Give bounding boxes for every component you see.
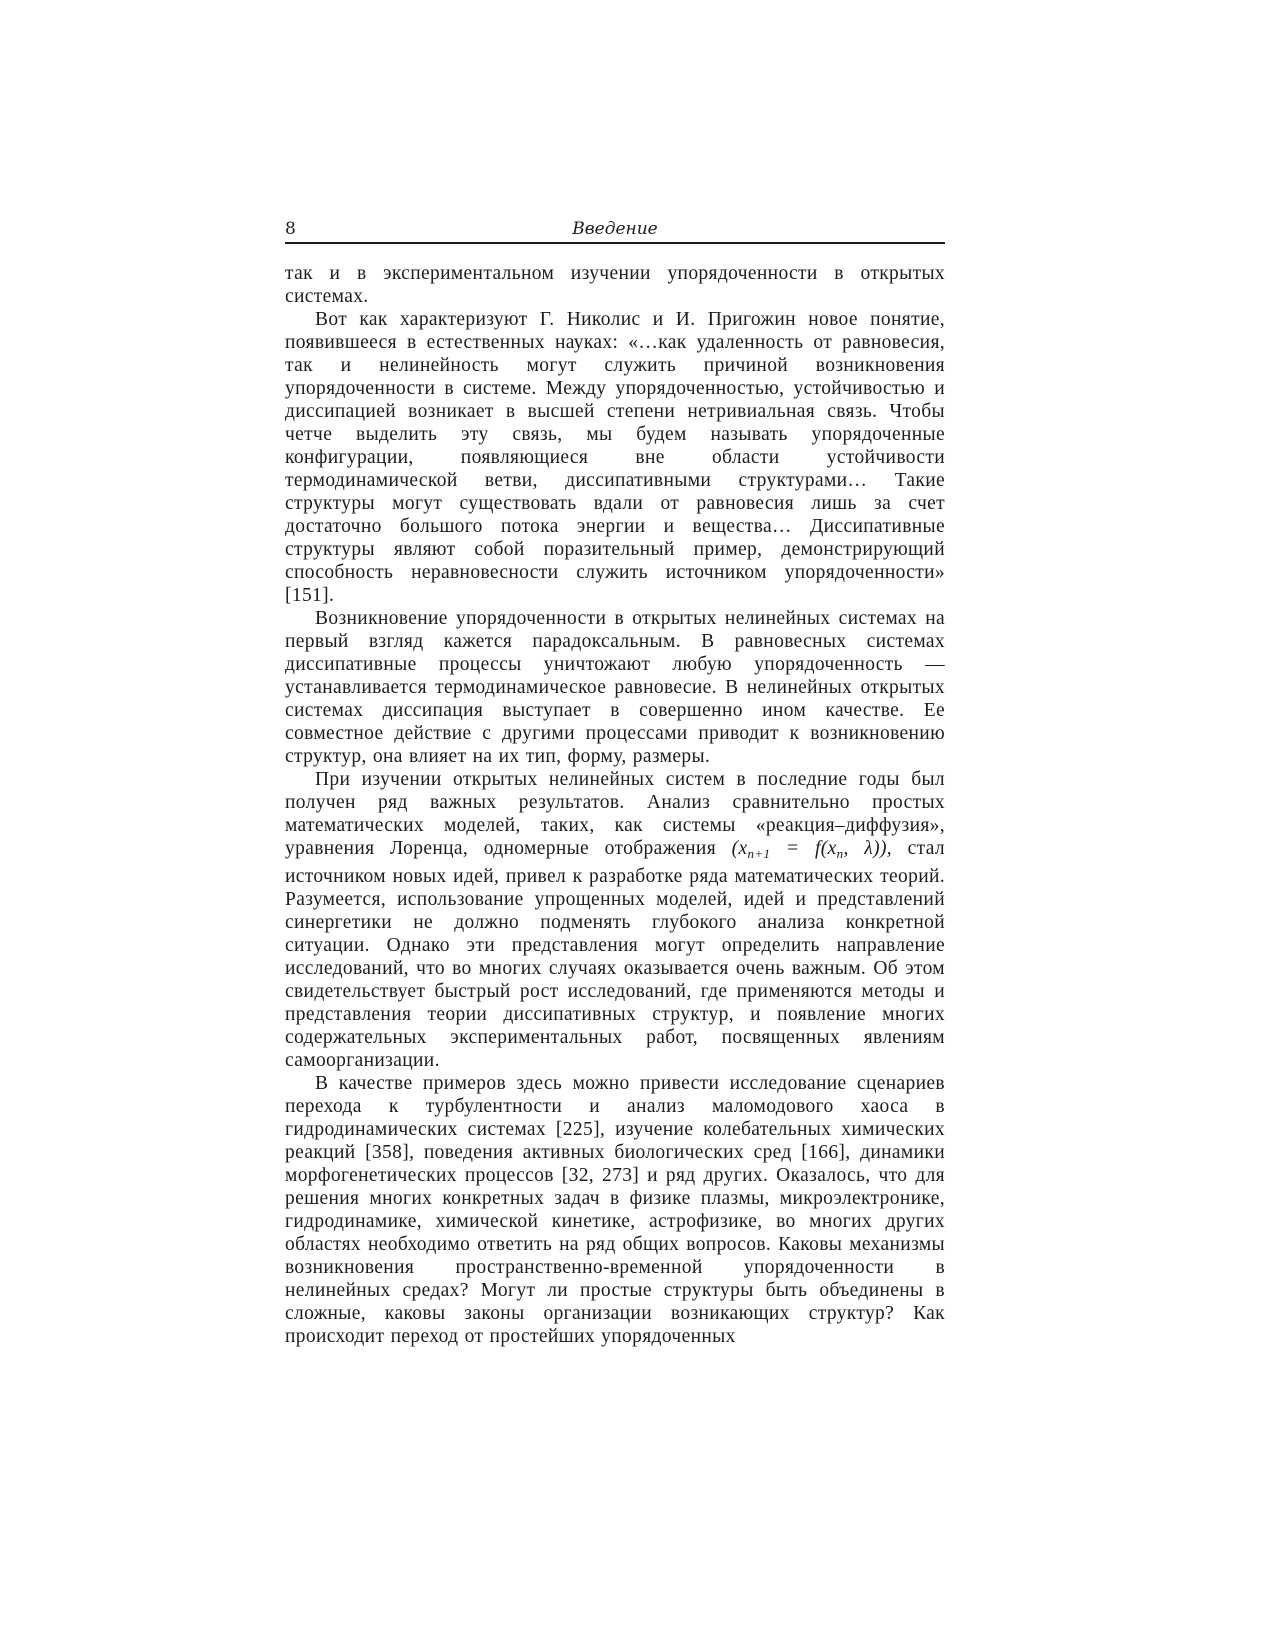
page-number: 8 bbox=[285, 219, 296, 239]
body-text bbox=[285, 262, 945, 1348]
paragraph-4-text: При изучении открытых нелинейных систем в последние годы был получен ряд важных результатов. Анализ сравнительно простых математических моделей, таких, как системы «реакция–диффузия», уравнения Лоренца, одномерные отображения bbox=[285, 769, 945, 859]
running-title: Введение bbox=[572, 219, 658, 239]
paragraph-5: В качестве примеров здесь можно привести исследование сценариев перехода к турбулентности и анализ маломодового хаоса в гидродинамических системах [225], изучение колебательных химических реакций [358], поведения активных биологических сред [166], динамики морфогенетических процессов [32, 273] и ряд других. Оказалось, что для решения многих конкретных задач в физике плазмы, микроэлектронике, гидродинамике, химической кинетике, астрофизике, во многих других областях необходимо ответить на ряд общих вопросов. Каковы механизмы возникновения пространственно-временной упорядоченности в нелинейных средах? Могут ли простые структуры быть объединены в сложные, каковы законы организации возникающих структур? Как происходит переход от простейших упорядоченных bbox=[285, 1073, 945, 1347]
paragraph-2: Вот как характеризуют Г. Николис и И. Пригожин новое понятие, появившееся в естественных науках: «…как удаленность от равновесия, так и нелинейность могут служить причиной возникновения упорядоченности в системе. Между упорядоченностью, устойчивостью и диссипацией возникает в высшей степени нетривиальная связь. Чтобы четче выделить эту связь, мы будем называть упорядоченные конфигурации, появляющиеся вне области устойчивости термодинамической ветви, диссипативными структурами… Такие структуры могут существовать вдали от равновесия лишь за счет достаточно большого потока энергии и вещества… Диссипативные структуры являют собой поразительный пример, демонстрирующий способность неравновесности служить источником упорядоченности» [151]. bbox=[285, 309, 945, 606]
paragraph-3: Возникновение упорядоченности в открытых нелинейных системах на первый взгляд кажется парадоксальным. В равновесных системах диссипативные процессы уничтожают любую упорядоченность — устанавливается термодинамическое равновесие. В нелинейных открытых системах диссипация выступает в совершенно ином качестве. Ее совместное действие с другими процессами приводит к возникновению структур, она влияет на их тип, форму, размеры. bbox=[285, 608, 945, 767]
paragraph-4 bbox=[285, 768, 945, 1072]
paragraph-1: так и в экспериментальном изучении упорядоченности в открытых системах. bbox=[285, 263, 945, 307]
running-head bbox=[285, 218, 945, 244]
page bbox=[285, 218, 945, 1348]
map-formula: ($x_{n+1} = f(x_n$, λ)), bbox=[731, 838, 893, 861]
paragraph-4-continuation: стал источником новых идей, привел к разработке ряда математических теорий. Разумеется, использование упрощенных моделей, идей и представлений синергетики не должно подменять глубокого анализа конкретной ситуации. Однако эти представления могут определить направление исследований, что во многих случаях оказывается очень важным. Об этом свидетельствует быстрый рост исследований, где применяются методы и представления теории диссипативных структур, и появление многих содержательных экспериментальных работ, посвященных явлениям самоорганизации. bbox=[285, 838, 945, 1071]
